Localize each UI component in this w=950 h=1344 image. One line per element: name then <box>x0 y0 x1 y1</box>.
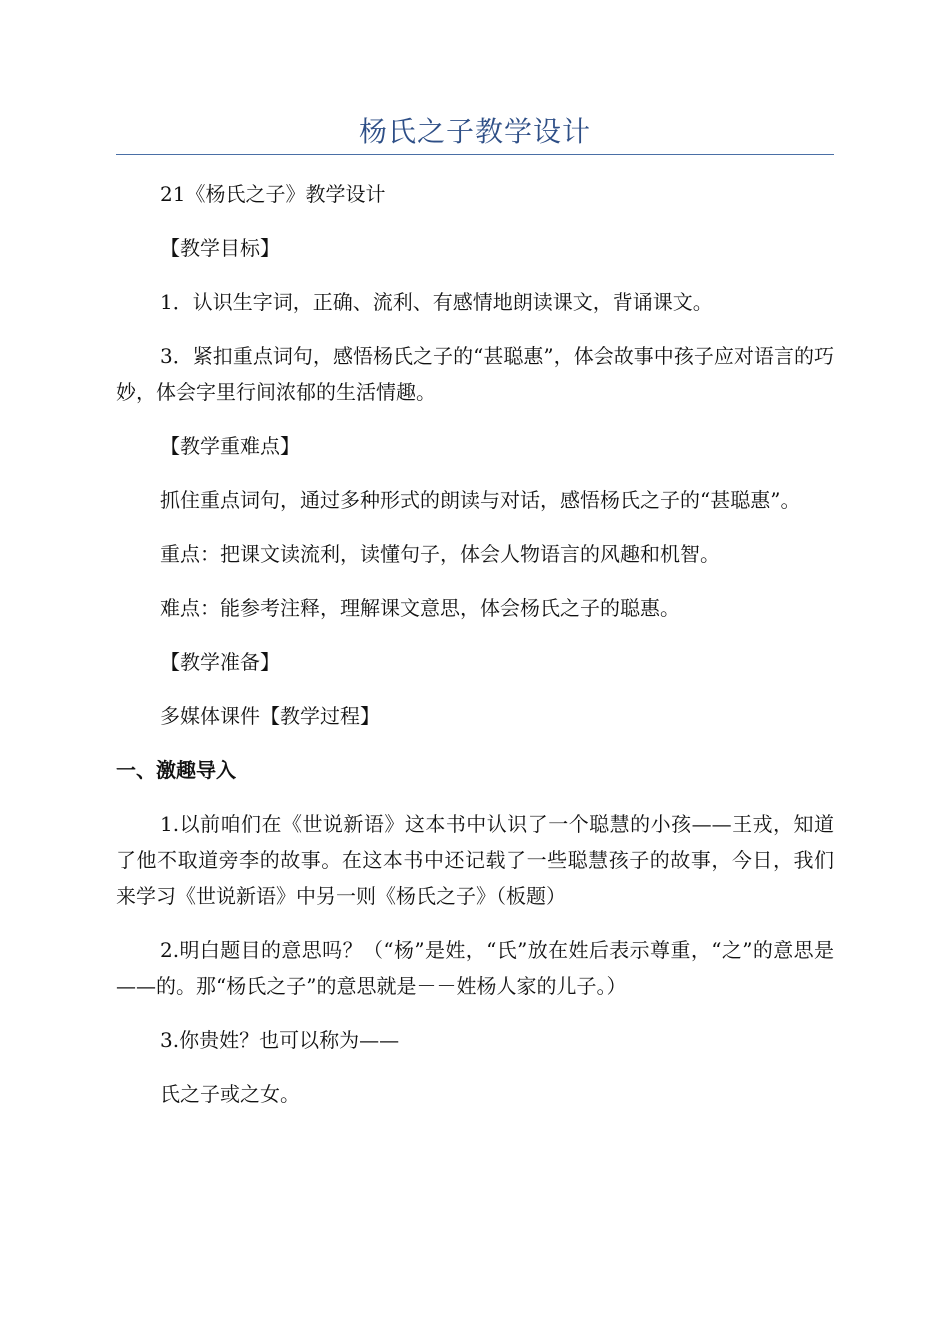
title-underline <box>116 154 834 155</box>
focus-text: 重点：把课文读流利，读懂句子，体会人物语言的风趣和机智。 <box>160 542 720 566</box>
preparation-text: 多媒体课件【教学过程】 <box>160 704 380 728</box>
intro-step-2: 2.明白题目的意思吗？（“杨”是姓，“氏”放在姓后表示尊重，“之”的意思是——的。那“杨氏之子”的意思就是－－姓杨人家的儿子。） <box>116 938 834 998</box>
difficulty-text: 难点：能参考注释，理解课文意思，体会杨氏之子的聪惠。 <box>160 596 680 620</box>
lesson-subtitle: 21《杨氏之子》教学设计 <box>160 182 386 206</box>
goal-item-3: 3．紧扣重点词句，感悟杨氏之子的“甚聪惠”，体会故事中孩子应对语言的巧妙，体会字里行间浓郁的生活情趣。 <box>116 344 834 404</box>
document-title: 杨氏之子教学设计 <box>358 115 591 148</box>
key-points-text: 抓住重点词句，通过多种形式的朗读与对话，感悟杨氏之子的“甚聪惠”。 <box>160 488 801 512</box>
goals-heading: 【教学目标】 <box>160 236 280 260</box>
section-heading-intro: 一、激趣导入 <box>116 758 236 782</box>
intro-step-3-continued: 氏之子或之女。 <box>160 1082 300 1106</box>
intro-step-3: 3.你贵姓？也可以称为—— <box>160 1028 400 1052</box>
document-body <box>116 176 834 1112</box>
intro-step-1: 1.以前咱们在《世说新语》这本书中认识了一个聪慧的小孩——王戎，知道了他不取道旁李的故事。在这本书中还记载了一些聪慧孩子的故事，今日，我们来学习《世说新语》中另一则《杨氏之子》（板题） <box>116 812 834 908</box>
key-points-heading: 【教学重难点】 <box>160 434 300 458</box>
preparation-heading: 【教学准备】 <box>160 650 280 674</box>
goal-item-1: 1．认识生字词，正确、流利、有感情地朗读课文，背诵课文。 <box>160 290 713 314</box>
